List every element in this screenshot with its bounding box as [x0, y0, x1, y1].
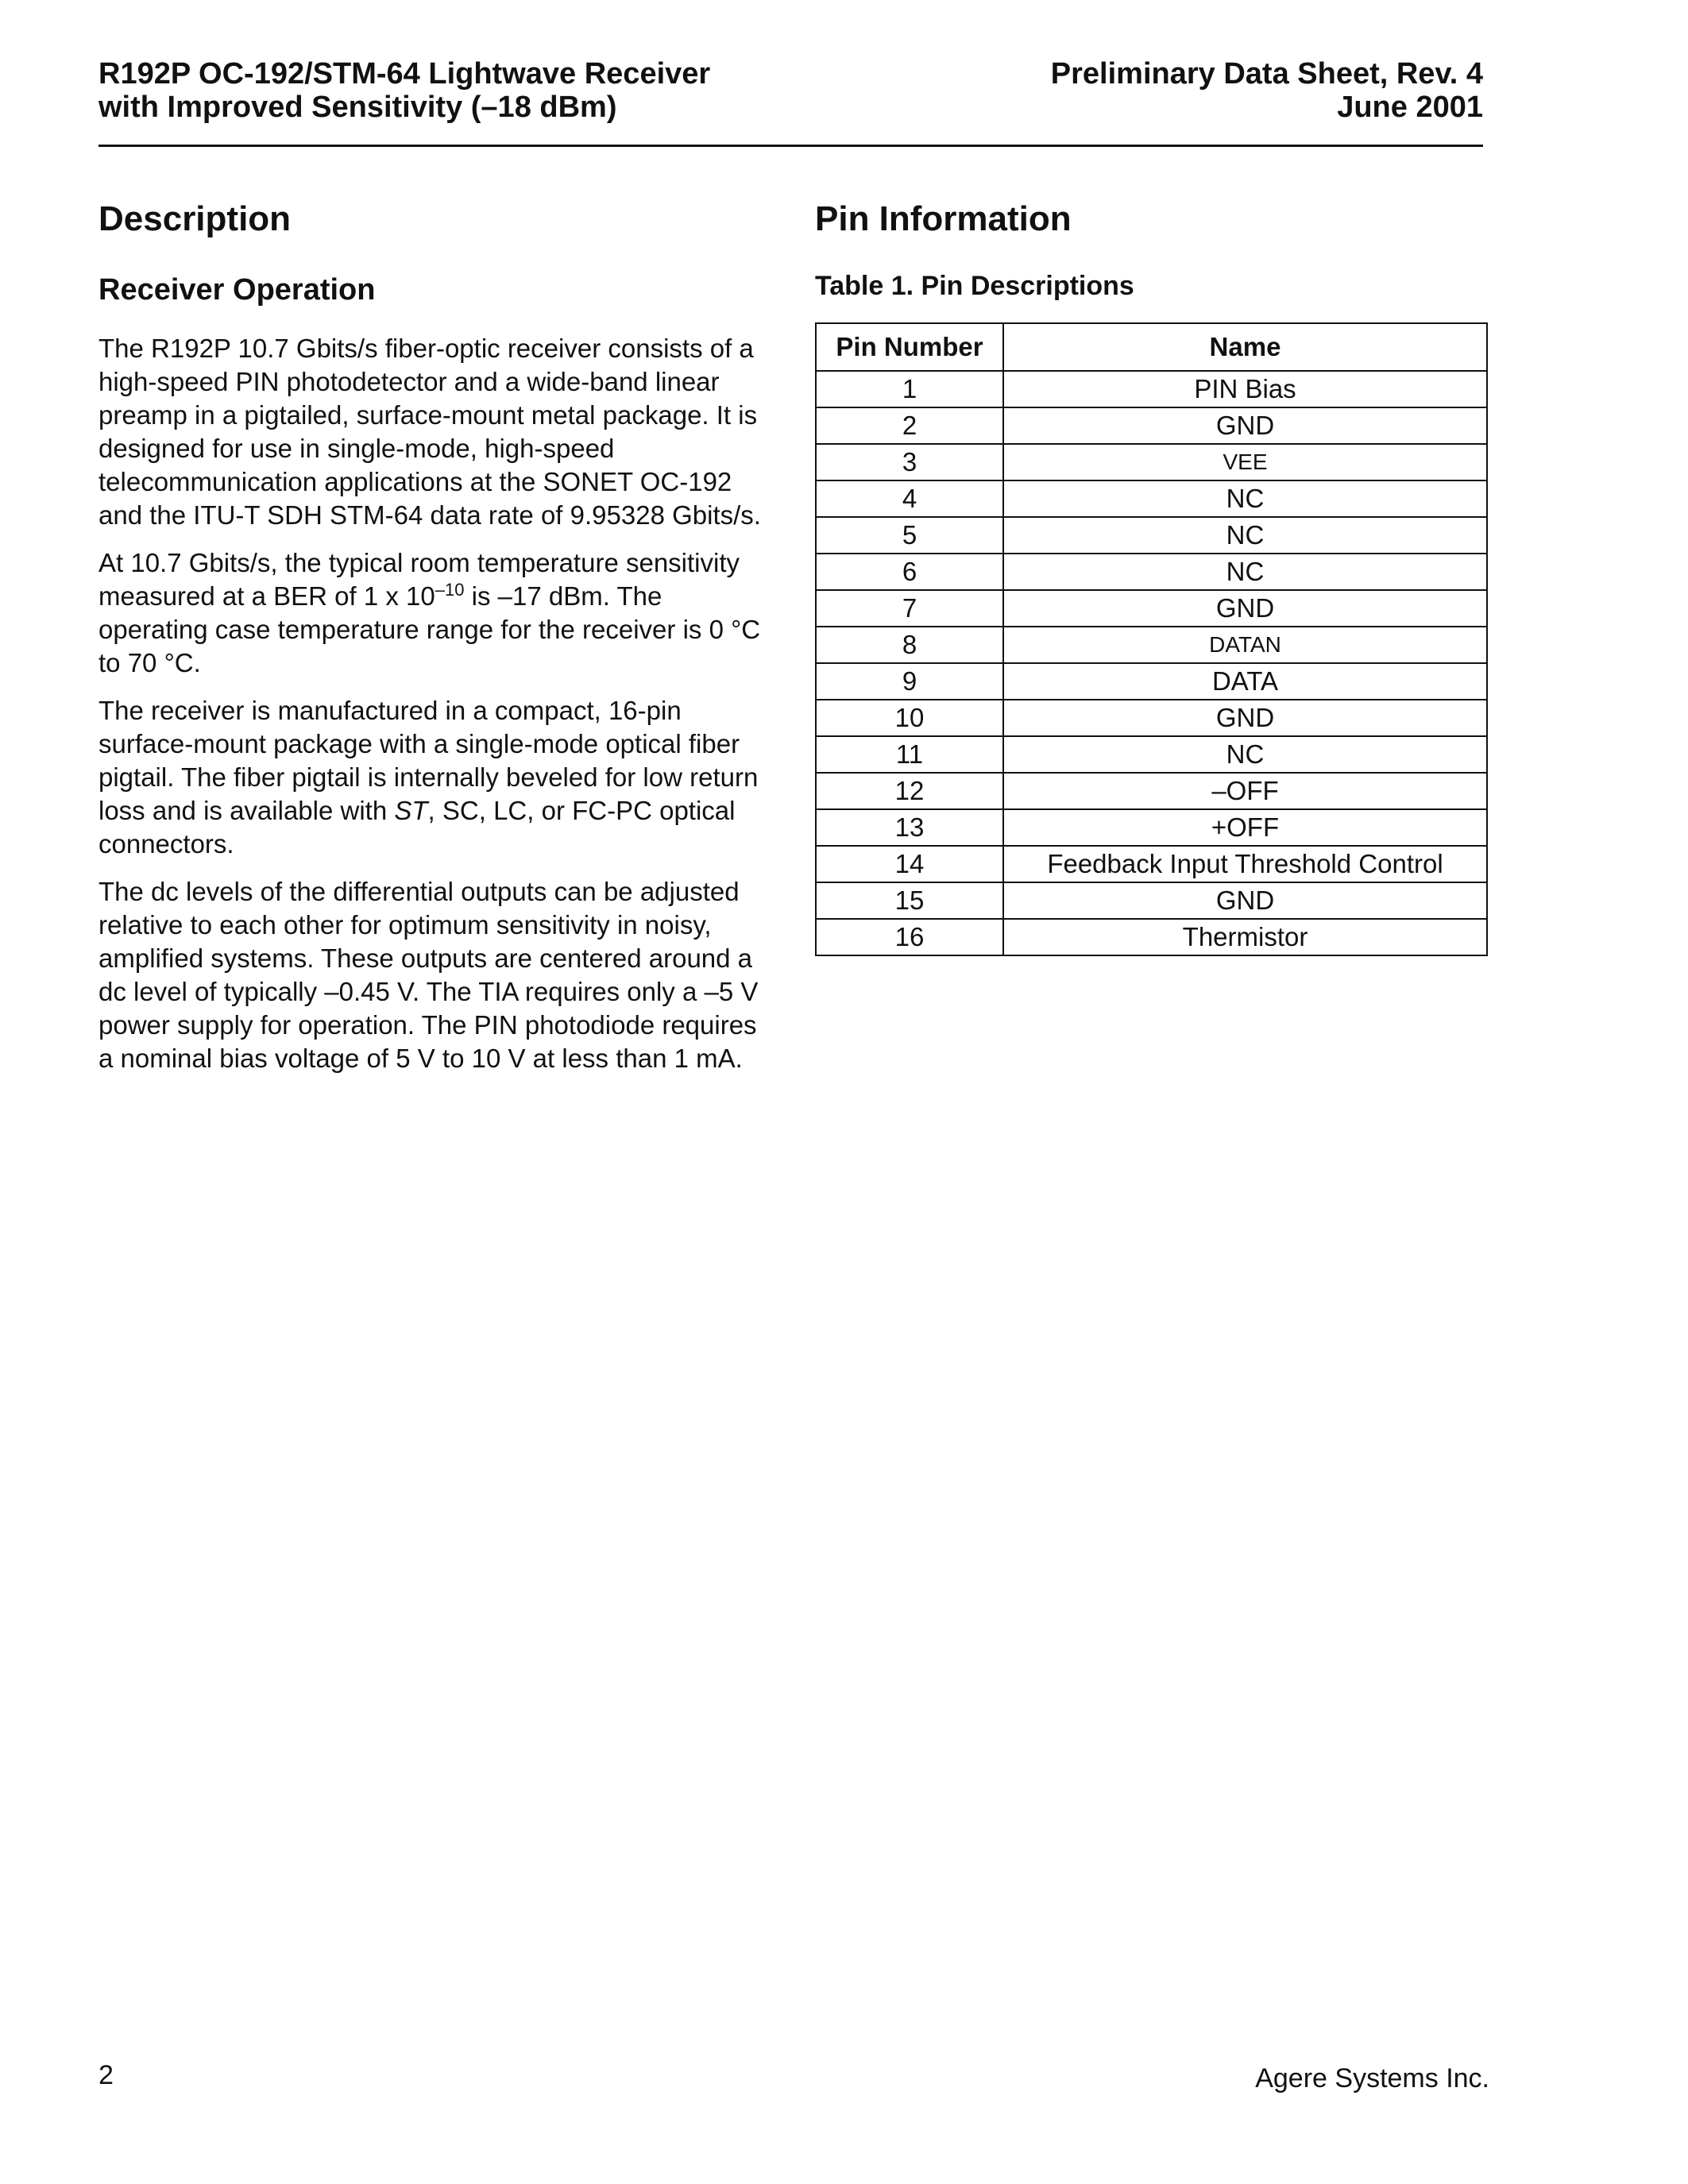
- table-row: [816, 736, 1487, 773]
- pin-number: 4: [816, 480, 1003, 517]
- table-header-row: [816, 323, 1487, 371]
- pin-name: DATA: [1003, 663, 1487, 700]
- table-row: [816, 371, 1487, 407]
- pin-number: 9: [816, 663, 1003, 700]
- title-line-2: with Improved Sensitivity (–18 dBm): [98, 91, 617, 124]
- document-status: [1051, 57, 1483, 124]
- paragraph-4: The dc levels of the differential outputs can be adjusted relative to each other for optimum sensitivity in noisy, amplified systems. These outputs are centered around a dc level of typically –0.45 V. The TIA requires only a –5 V power supply for operation. The PIN photodiode requires a nominal bias voltage of 5 V to 10 V at less than 1 mA.: [98, 877, 759, 1073]
- table-row: [816, 700, 1487, 736]
- pin-name: NC: [1003, 736, 1487, 773]
- column-header-pin: Pin Number: [816, 323, 1003, 371]
- paragraph-1: The R192P 10.7 Gbits/s fiber-optic receiver consists of a high-speed PIN photodetector and a wide-band linear preamp in a pigtailed, surface-mount metal package. It is designed for use in single-mode, high-speed telecommunication applications at the SONET OC-192 and the ITU-T SDH STM-64 data rate of 9.95328 Gbits/s.: [98, 334, 761, 530]
- pin-information-column: [815, 191, 1487, 956]
- table-row: [816, 809, 1487, 846]
- pin-number: 13: [816, 809, 1003, 846]
- pin-number: 16: [816, 919, 1003, 955]
- pin-name: NC: [1003, 480, 1487, 517]
- pin-name: VEE: [1003, 444, 1487, 480]
- description-column: [98, 191, 774, 1090]
- pin-name: PIN Bias: [1003, 371, 1487, 407]
- st-connector: ST: [394, 796, 428, 825]
- pin-name: GND: [1003, 407, 1487, 444]
- pin-number: 5: [816, 517, 1003, 554]
- pin-name: NC: [1003, 554, 1487, 590]
- pin-number: 6: [816, 554, 1003, 590]
- pin-name: Thermistor: [1003, 919, 1487, 955]
- paragraph-3: The receiver is manufactured in a compact, 16-pin surface-mount package with a single-mode optical fiber pigtail. The fiber pigtail is internally beveled for low return loss and is available with ST, SC, LC, or FC-PC optical connectors.: [98, 696, 759, 859]
- table-row: [816, 627, 1487, 663]
- pin-information-heading: Pin Information: [815, 199, 1072, 238]
- pin-name: GND: [1003, 590, 1487, 627]
- receiver-operation-heading: Receiver Operation: [98, 273, 376, 307]
- pin-number: 11: [816, 736, 1003, 773]
- pin-number: 3: [816, 444, 1003, 480]
- pin-name: NC: [1003, 517, 1487, 554]
- exponent: –10: [435, 580, 465, 600]
- table-row: [816, 480, 1487, 517]
- status-line-1: Preliminary Data Sheet, Rev. 4: [1050, 57, 1483, 91]
- table-row: [816, 554, 1487, 590]
- pin-number: 1: [816, 371, 1003, 407]
- table-row: [816, 663, 1487, 700]
- company-name: Agere Systems Inc.: [1255, 2063, 1489, 2093]
- pin-number: 8: [816, 627, 1003, 663]
- table-caption: Table 1. Pin Descriptions: [815, 271, 1134, 301]
- status-line-2: June 2001: [1337, 91, 1483, 124]
- header-divider: [98, 145, 1483, 147]
- pin-name: Feedback Input Threshold Control: [1003, 846, 1487, 882]
- column-header-name: Name: [1003, 323, 1487, 371]
- description-heading: Description: [98, 199, 292, 238]
- table-row: [816, 919, 1487, 955]
- pin-name: GND: [1003, 882, 1487, 919]
- pin-name: –OFF: [1003, 773, 1487, 809]
- table-row: [816, 846, 1487, 882]
- table-row: [816, 517, 1487, 554]
- pin-number: 10: [816, 700, 1003, 736]
- paragraph-2: At 10.7 Gbits/s, the typical room temperature sensitivity measured at a BER of 1 x $10^{-10}$ is –17 dBm. The operating case temperature range for the receiver is 0 °C to 70 °C.: [98, 548, 761, 677]
- document-title: [98, 57, 710, 124]
- table-row: [816, 773, 1487, 809]
- pin-number: 14: [816, 846, 1003, 882]
- table-row: [816, 444, 1487, 480]
- pin-number: 7: [816, 590, 1003, 627]
- pin-table: [815, 322, 1488, 956]
- pin-name: +OFF: [1003, 809, 1487, 846]
- page-number: 2: [98, 2060, 114, 2090]
- table-row: [816, 882, 1487, 919]
- pin-name: DATAN: [1003, 627, 1487, 663]
- pin-number: 12: [816, 773, 1003, 809]
- table-row: [816, 590, 1487, 627]
- table-row: [816, 407, 1487, 444]
- title-line-1: R192P OC-192/STM-64 Lightwave Receiver: [98, 57, 711, 91]
- pin-number: 2: [816, 407, 1003, 444]
- pin-name: GND: [1003, 700, 1487, 736]
- pin-number: 15: [816, 882, 1003, 919]
